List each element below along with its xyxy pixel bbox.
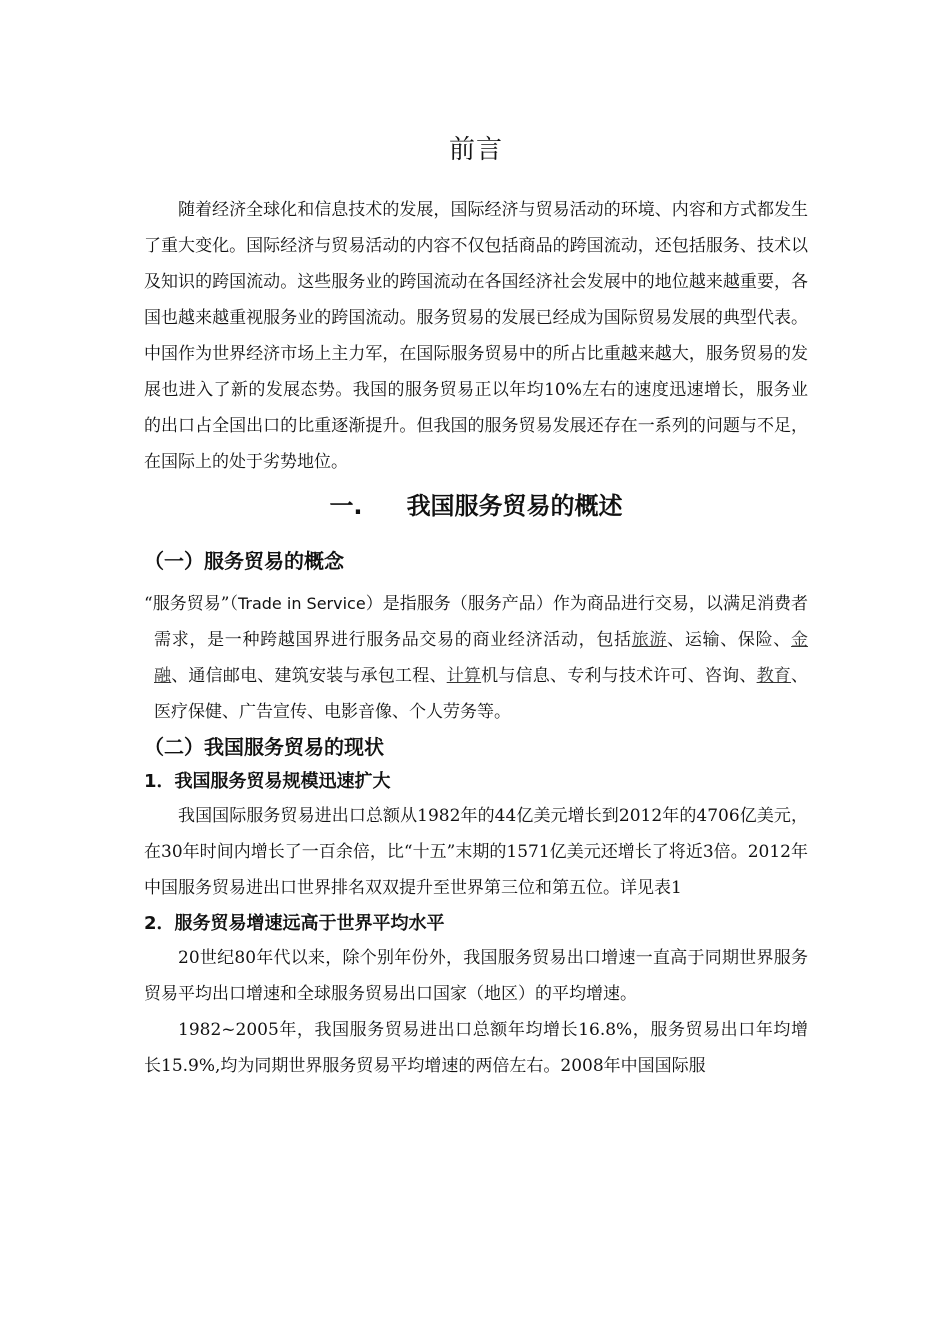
- chapter-number: 一.: [329, 492, 363, 520]
- subsection-heading-scale: 1．我国服务贸易规模迅速扩大: [144, 771, 391, 792]
- chapter-heading: [144, 486, 808, 526]
- section-heading-concept: （一）服务贸易的概念: [144, 549, 344, 573]
- link-education[interactable]: 教育: [756, 666, 792, 686]
- preface-title: 前言: [448, 135, 503, 165]
- subsection-paragraph-growth-1: 20世纪80年代以来，除个别年份外，我国服务贸易出口增速一直高于同期世界服务贸易平均出口增速和全球服务贸易出口国家（地区）的平均增速。: [144, 948, 808, 1004]
- subsection-heading-growth: 2．服务贸易增速远高于世界平均水平: [144, 913, 445, 934]
- definition-text-1: ）是指服务（服务产品）作为商品进行交易，以满足消费者需求，是一种跨越国界进行服务品交易的商业经济活动，包括: [154, 594, 808, 650]
- definition-term-english: Trade in Service: [237, 594, 366, 613]
- definition-text-5: 、医疗保健、广告宣传、电影音像、个人劳务等。: [154, 666, 809, 722]
- preface-paragraph: 随着经济全球化和信息技术的发展，国际经济与贸易活动的环境、内容和方式都发生了重大变化。国际经济与贸易活动的内容不仅包括商品的跨国流动，还包括服务、技术以及知识的跨国流动。这些服务业的跨国流动在各国经济社会发展中的地位越来越重要，各国也越来越重视服务业的跨国流动。服务贸易的发展已经成为国际贸易发展的典型代表。中国作为世界经济市场上主力军，在国际服务贸易中的所占比重越来越大，服务贸易的发展也进入了新的发展态势。我国的服务贸易正以年均10%左右的速度迅速增长，服务业的出口占全国出口的比重逐渐提升。但我国的服务贸易发展还存在一系列的问题与不足，在国际上的处于劣势地位。: [144, 200, 808, 472]
- definition-text-4: 机与信息、专利与技术许可、咨询、: [481, 666, 757, 686]
- definition-paragraph: [144, 586, 808, 730]
- subsection-paragraph-growth-2: 1982~2005年，我国服务贸易进出口总额年均增长16.8%，服务贸易出口年均增长15.9%,均为同期世界服务贸易平均增速的两倍左右。2008年中国国际服: [144, 1020, 808, 1076]
- link-computer[interactable]: 计算: [446, 666, 482, 686]
- link-tourism[interactable]: 旅游: [631, 630, 668, 650]
- definition-quote-open: “服务贸易”（: [144, 594, 238, 614]
- definition-text-2: 、运输、保险、: [667, 630, 792, 650]
- section-heading-status: （二）我国服务贸易的现状: [144, 735, 384, 759]
- subsection-paragraph-scale: 我国国际服务贸易进出口总额从1982年的44亿美元增长到2012年的4706亿美元，在30年时间内增长了一百余倍，比“十五”末期的1571亿美元还增长了将近3倍。2012年中国服务贸易进出口世界排名双双提升至世界第三位和第五位。详见表1: [144, 806, 808, 898]
- definition-text-3: 、通信邮电、建筑安装与承包工程、: [171, 666, 447, 686]
- link-finance[interactable]: 金融: [154, 630, 809, 686]
- page-content: [144, 130, 808, 1084]
- chapter-title: 我国服务贸易的概述: [406, 492, 623, 520]
